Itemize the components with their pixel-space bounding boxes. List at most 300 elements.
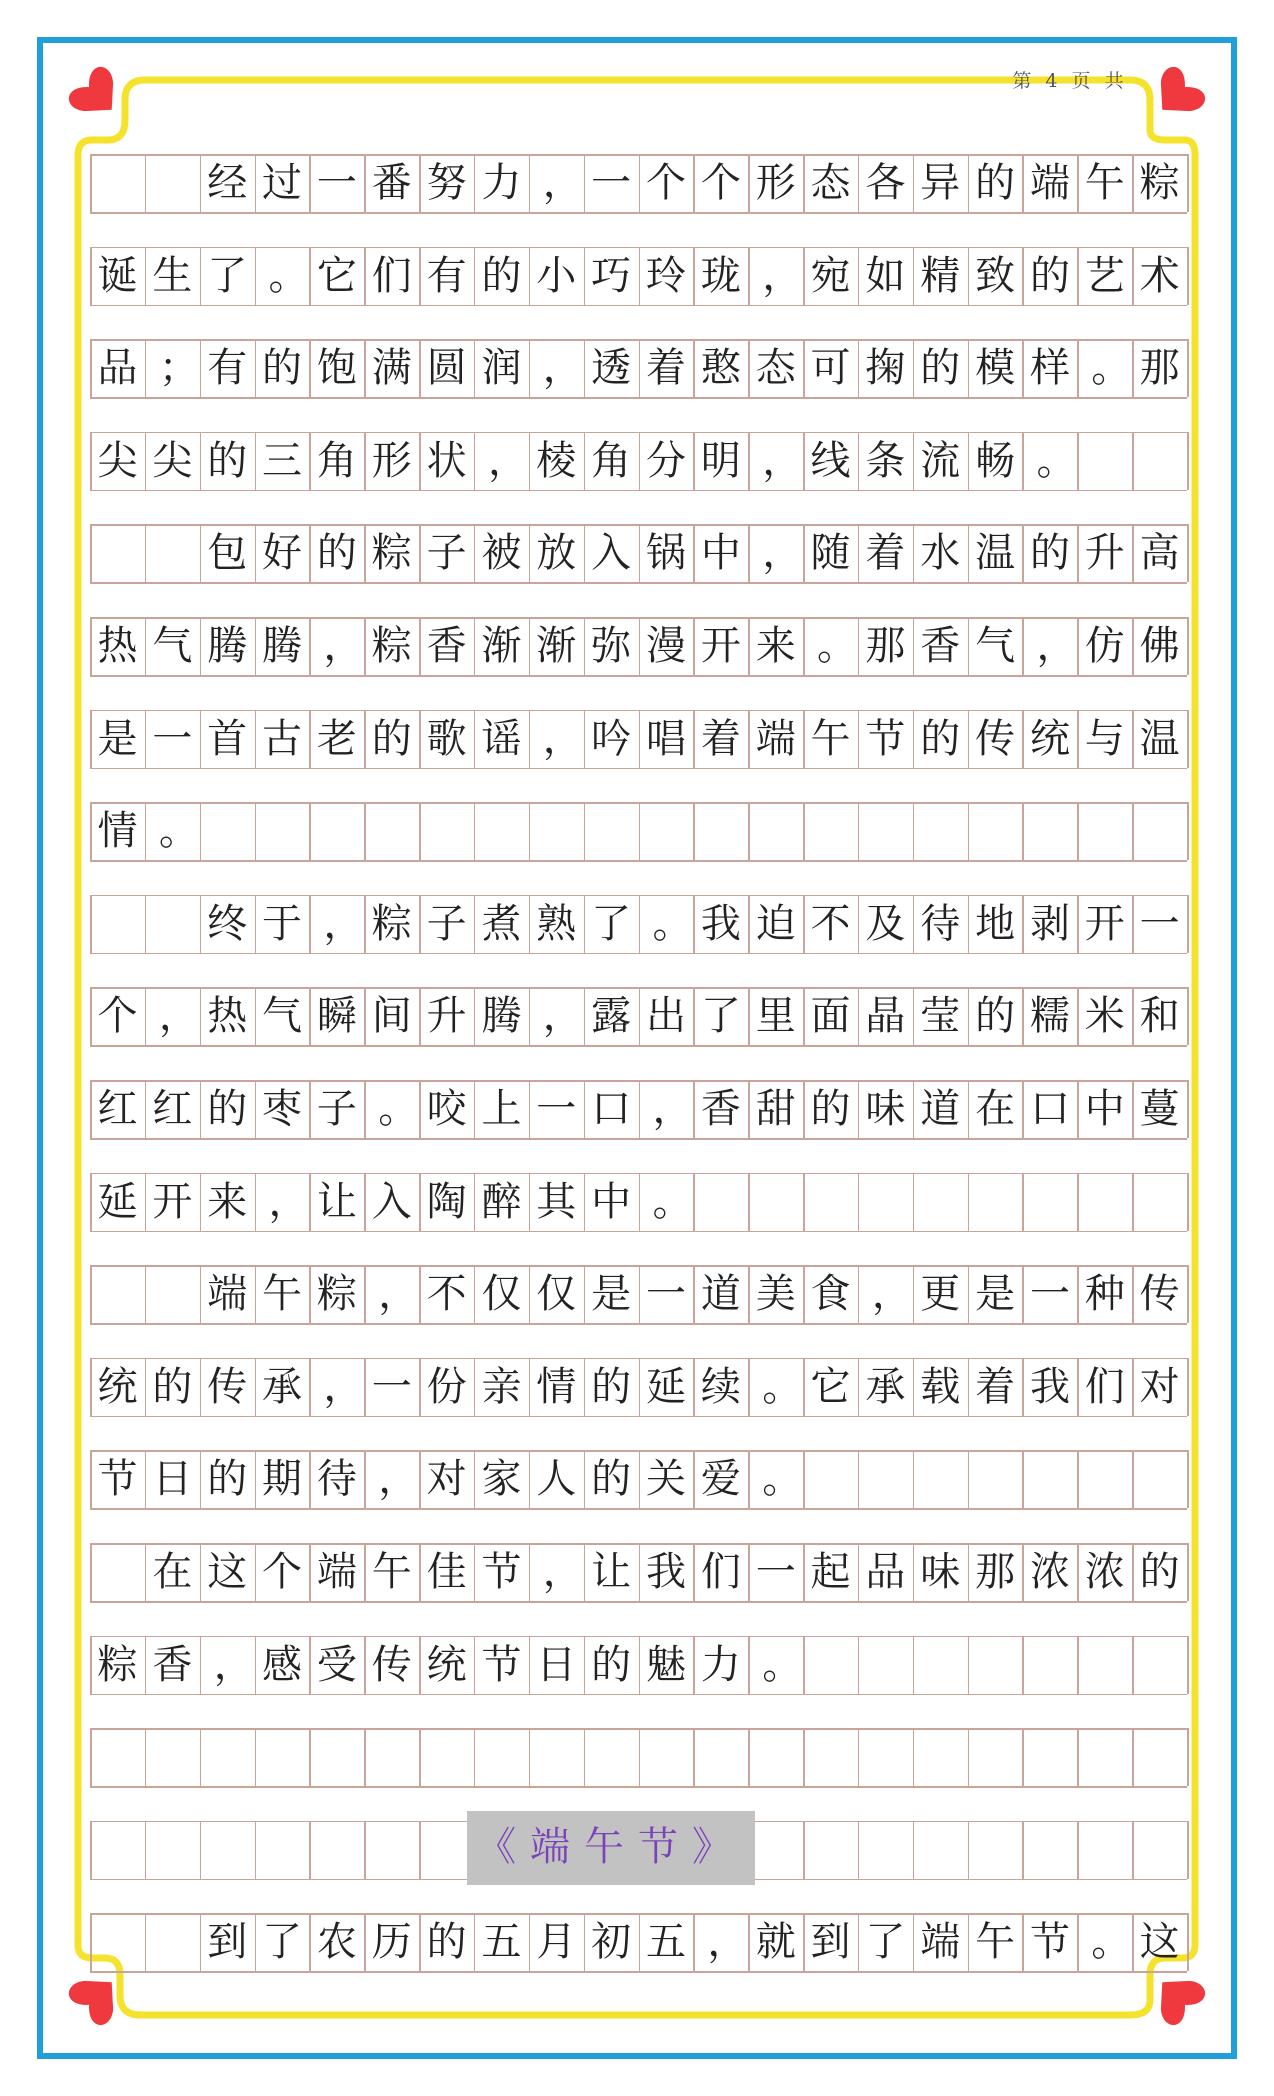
grid-char: 仿	[1084, 623, 1125, 669]
grid-line	[309, 802, 311, 860]
grid-line	[1187, 1543, 1189, 1601]
grid-char: 弥	[591, 623, 632, 669]
grid-char: ，	[652, 1086, 693, 1132]
grid-line	[968, 1821, 970, 1879]
grid-line	[584, 1728, 586, 1786]
grid-char: 佛	[1139, 623, 1180, 669]
grid-char: 来	[207, 1178, 248, 1225]
grid-char: 午	[371, 1549, 412, 1595]
grid-line	[1187, 802, 1189, 860]
grid-char: 瞬	[316, 993, 357, 1040]
grid-char: 的	[975, 993, 1016, 1040]
grid-char: ，	[378, 1271, 419, 1318]
grid-line	[1187, 247, 1189, 305]
grid-char: 出	[646, 993, 686, 1040]
grid-char: 了	[700, 993, 741, 1040]
grid-char: 尖	[152, 437, 193, 484]
grid-char: 粽	[371, 530, 412, 577]
grid-char: 圆	[426, 345, 467, 392]
grid-char: 是	[975, 1271, 1016, 1318]
grid-char: 我	[1029, 1363, 1070, 1410]
grid-char: ，	[542, 160, 583, 206]
grid-line	[1187, 1821, 1189, 1879]
grid-char: 子	[426, 900, 467, 947]
grid-char: 的	[262, 345, 303, 392]
grid-char: 玲	[646, 252, 686, 299]
grid-char: 的	[591, 1363, 632, 1410]
grid-char: ，	[378, 1456, 419, 1503]
grid-line	[90, 1508, 1187, 1510]
grid-line	[529, 802, 531, 860]
grid-char: 浓	[1029, 1549, 1070, 1595]
grid-char: 初	[591, 1919, 632, 1966]
grid-char: 饱	[316, 345, 357, 392]
grid-char: 气	[975, 623, 1016, 669]
grid-line	[858, 1173, 860, 1231]
grid-char: 延	[646, 1363, 686, 1410]
grid-char: 那	[865, 623, 906, 669]
grid-char: 老	[316, 715, 357, 762]
grid-char: ，	[542, 1549, 583, 1595]
grid-line	[803, 1636, 805, 1694]
grid-line	[90, 305, 1187, 307]
grid-char: 月	[536, 1919, 577, 1966]
grid-line	[1077, 432, 1079, 490]
grid-char: 及	[865, 900, 906, 947]
grid-line	[90, 1786, 1187, 1788]
grid-line	[309, 1728, 311, 1786]
grid-line	[364, 802, 366, 860]
grid-char: ，	[323, 623, 364, 669]
grid-line	[858, 1728, 860, 1786]
grid-char: 这	[1139, 1919, 1180, 1966]
grid-line	[90, 1694, 1187, 1696]
grid-line	[255, 1728, 257, 1786]
grid-char: 迫	[755, 900, 796, 947]
grid-char: 如	[865, 252, 906, 299]
grid-char: 古	[262, 715, 303, 762]
grid-line	[200, 1821, 202, 1879]
grid-char: 生	[152, 252, 193, 299]
grid-char: 午	[1084, 160, 1125, 206]
grid-char: 品	[97, 345, 138, 392]
grid-char: 咬	[426, 1086, 467, 1132]
grid-line	[1022, 1636, 1024, 1694]
grid-line	[90, 1728, 92, 1786]
grid-char: 升	[1084, 530, 1125, 577]
grid-char: 唱	[646, 715, 686, 762]
grid-char: 晶	[865, 993, 906, 1040]
grid-char: 各	[865, 160, 906, 206]
grid-char: 枣	[262, 1086, 303, 1132]
grid-char: 的	[207, 1456, 248, 1503]
grid-char: 面	[810, 993, 851, 1040]
grid-line	[90, 1045, 1187, 1047]
grid-char: 的	[920, 345, 961, 392]
grid-char: 一	[646, 1271, 686, 1318]
grid-line	[1077, 1450, 1079, 1508]
grid-line	[474, 1728, 476, 1786]
grid-char: 道	[700, 1271, 741, 1318]
grid-char: 。	[1091, 1919, 1132, 1966]
grid-line	[639, 1728, 641, 1786]
grid-char: 入	[371, 1178, 412, 1225]
grid-char: 日	[536, 1641, 577, 1688]
grid-char: 美	[755, 1271, 796, 1318]
grid-char: ，	[871, 1271, 912, 1318]
grid-line	[639, 802, 641, 860]
grid-line	[145, 524, 147, 582]
grid-char: 端	[207, 1271, 248, 1318]
grid-char: 熟	[536, 900, 577, 947]
grid-char: 一	[536, 1086, 577, 1132]
grid-char: 端	[755, 715, 796, 762]
grid-line	[364, 1728, 366, 1786]
grid-char: 仅	[481, 1271, 522, 1318]
grid-char: 气	[262, 993, 303, 1040]
grid-line	[1077, 1821, 1079, 1879]
grid-char: 珑	[700, 252, 741, 299]
grid-line	[90, 1601, 1187, 1603]
grid-char: 传	[975, 715, 1016, 762]
grid-char: 。	[378, 1086, 419, 1132]
grid-char: 一	[371, 1363, 412, 1410]
grid-line	[474, 802, 476, 860]
grid-char: 艺	[1084, 252, 1125, 299]
grid-char: 。	[652, 1178, 693, 1225]
grid-char: 我	[646, 1549, 686, 1595]
grid-char: 线	[810, 437, 851, 484]
grid-line	[1187, 1450, 1189, 1508]
grid-char: 端	[316, 1549, 357, 1595]
grid-char: 味	[865, 1086, 906, 1132]
grid-line	[1132, 1173, 1134, 1231]
grid-char: 它	[316, 252, 357, 299]
grid-char: 番	[371, 160, 412, 206]
grid-char: 香	[152, 1641, 193, 1688]
grid-char: 起	[810, 1549, 851, 1595]
grid-char: 不	[426, 1271, 467, 1318]
grid-char: 节	[865, 715, 906, 762]
grid-char: 术	[1139, 252, 1180, 299]
grid-char: 对	[426, 1456, 467, 1503]
grid-char: 包	[207, 530, 248, 577]
heart-icon	[1144, 63, 1209, 128]
grid-line	[90, 895, 92, 953]
grid-char: 渐	[536, 623, 577, 669]
grid-line	[255, 802, 257, 860]
grid-line	[90, 1821, 92, 1879]
grid-char: 个	[700, 160, 741, 206]
grid-char: 人	[536, 1456, 577, 1503]
grid-line	[255, 1821, 257, 1879]
grid-char: 到	[207, 1919, 248, 1966]
grid-char: 是	[97, 715, 138, 762]
grid-char: 中	[700, 530, 741, 577]
grid-char: 那	[1139, 345, 1180, 392]
grid-char: 端	[920, 1919, 961, 1966]
grid-char: 佳	[426, 1549, 467, 1595]
grid-char: 的	[1029, 252, 1070, 299]
grid-char: 历	[371, 1919, 412, 1966]
grid-line	[968, 1450, 970, 1508]
grid-char: 。	[817, 623, 858, 669]
grid-char: 统	[426, 1641, 467, 1688]
grid-char: 可	[810, 345, 851, 392]
grid-char: 宛	[810, 252, 851, 299]
grid-line	[1187, 1080, 1189, 1138]
grid-char: 仅	[536, 1271, 577, 1318]
grid-char: 分	[646, 437, 686, 484]
grid-line	[90, 1231, 1187, 1233]
grid-line	[1132, 1450, 1134, 1508]
grid-line	[145, 895, 147, 953]
grid-line	[145, 1265, 147, 1323]
grid-char: 亲	[481, 1363, 522, 1410]
grid-line	[90, 675, 1187, 677]
grid-line	[803, 1173, 805, 1231]
grid-char: ，	[542, 715, 583, 762]
grid-line	[803, 1450, 805, 1508]
grid-char: 着	[700, 715, 741, 762]
grid-char: 被	[481, 530, 522, 577]
heart-icon	[1144, 1964, 1209, 2029]
grid-char: 过	[262, 160, 303, 206]
grid-char: 种	[1084, 1271, 1125, 1318]
grid-line	[748, 802, 750, 860]
grid-line	[693, 802, 695, 860]
grid-char: 露	[591, 993, 632, 1040]
grid-char: 温	[975, 530, 1016, 577]
grid-line	[200, 1728, 202, 1786]
grid-line	[803, 1728, 805, 1786]
grid-line	[419, 1821, 421, 1879]
grid-char: 于	[262, 900, 303, 947]
grid-char: 了	[207, 252, 248, 299]
grid-char: 开	[700, 623, 741, 669]
grid-char: ，	[707, 1919, 748, 1966]
grid-line	[913, 802, 915, 860]
grid-line	[90, 768, 1187, 770]
grid-char: 对	[1139, 1363, 1180, 1410]
grid-line	[1022, 1173, 1024, 1231]
grid-line	[1022, 802, 1024, 860]
grid-line	[1187, 1358, 1189, 1416]
grid-char: 到	[810, 1919, 851, 1966]
grid-char: 透	[591, 345, 632, 392]
grid-line	[90, 1971, 1187, 1973]
grid-char: ，	[213, 1641, 254, 1688]
grid-char: 精	[920, 252, 961, 299]
grid-char: 热	[207, 993, 248, 1040]
grid-char: 的	[207, 437, 248, 484]
grid-char: 的	[920, 715, 961, 762]
grid-line	[529, 1728, 531, 1786]
grid-line	[858, 1821, 860, 1879]
grid-char: 五	[481, 1919, 522, 1966]
grid-char: ，	[323, 1363, 364, 1410]
grid-char: 节	[97, 1456, 138, 1503]
grid-char: 关	[646, 1456, 686, 1503]
grid-char: 。	[762, 1363, 803, 1410]
grid-char: 延	[97, 1178, 138, 1225]
grid-char: 明	[700, 437, 741, 484]
grid-char: 。	[268, 252, 309, 299]
grid-char: 在	[152, 1549, 193, 1595]
grid-line	[1077, 802, 1079, 860]
grid-char: 。	[652, 900, 693, 947]
grid-char: 蔓	[1139, 1086, 1180, 1132]
grid-char: 锅	[646, 530, 686, 577]
grid-char: 形	[755, 160, 796, 206]
grid-line	[1187, 432, 1189, 490]
grid-line	[1187, 1265, 1189, 1323]
grid-line	[1132, 802, 1134, 860]
grid-char: 情	[97, 808, 138, 855]
grid-line	[90, 1138, 1187, 1140]
grid-line	[1187, 710, 1189, 768]
grid-char: 节	[481, 1549, 522, 1595]
grid-char: 粽	[97, 1641, 138, 1688]
grid-line	[693, 1728, 695, 1786]
grid-line	[419, 1728, 421, 1786]
grid-char: 三	[262, 437, 303, 484]
grid-char: 日	[152, 1456, 193, 1503]
grid-char: 米	[1084, 993, 1125, 1040]
grid-line	[1077, 1173, 1079, 1231]
grid-char: 模	[975, 345, 1016, 392]
grid-char: 的	[591, 1641, 632, 1688]
grid-char: 了	[262, 1919, 303, 1966]
grid-line	[968, 802, 970, 860]
grid-char: 是	[591, 1271, 632, 1318]
grid-char: 承	[262, 1363, 303, 1410]
heart-icon	[65, 63, 130, 128]
grid-line	[913, 1173, 915, 1231]
grid-char: 吟	[591, 715, 632, 762]
grid-char: 了	[865, 1919, 906, 1966]
grid-char: 红	[152, 1086, 193, 1132]
grid-char: 那	[975, 1549, 1016, 1595]
grid-char: ，	[268, 1178, 309, 1225]
grid-line	[90, 212, 1187, 214]
grid-line	[200, 802, 202, 860]
grid-line	[1187, 1913, 1189, 1971]
grid-char: 品	[865, 1549, 906, 1595]
grid-char: 开	[1084, 900, 1125, 947]
grid-char: 醉	[481, 1178, 522, 1225]
grid-char: 了	[591, 900, 632, 947]
grid-char: 努	[426, 160, 467, 206]
grid-char: 煮	[481, 900, 522, 947]
grid-char: 。	[762, 1641, 803, 1688]
grid-char: 传	[207, 1363, 248, 1410]
grid-char: 的	[316, 530, 357, 577]
grid-char: 粽	[316, 1271, 357, 1318]
grid-char: 粽	[371, 900, 412, 947]
grid-char: 角	[316, 437, 357, 484]
grid-line	[90, 1913, 92, 1971]
grid-line	[1132, 1821, 1134, 1879]
grid-char: 掬	[865, 345, 906, 392]
grid-char: 糯	[1029, 993, 1070, 1040]
grid-line	[90, 953, 1187, 955]
grid-char: 谣	[481, 715, 522, 762]
grid-line	[858, 1636, 860, 1694]
grid-char: 中	[1084, 1086, 1125, 1132]
grid-char: 子	[316, 1086, 357, 1132]
grid-line	[1187, 617, 1189, 675]
page-number: 第 4 页 共	[1012, 70, 1128, 92]
grid-char: 条	[865, 437, 906, 484]
grid-char: 家	[481, 1456, 522, 1503]
grid-char: 经	[207, 160, 248, 206]
grid-char: 个	[97, 993, 138, 1040]
essay-title: 《端午节》	[476, 1823, 747, 1870]
grid-char: 漫	[646, 623, 686, 669]
grid-line	[1132, 432, 1134, 490]
grid-char: 香	[700, 1086, 741, 1132]
grid-line	[90, 490, 1187, 492]
grid-line	[1187, 987, 1189, 1045]
grid-char: 力	[481, 160, 522, 206]
grid-line	[1022, 1728, 1024, 1786]
grid-char: 异	[920, 160, 961, 206]
grid-char: 样	[1029, 345, 1070, 392]
grid-line	[1132, 1636, 1134, 1694]
grid-char: 来	[755, 623, 796, 669]
grid-char: 小	[536, 252, 577, 299]
grid-char: 们	[1084, 1363, 1125, 1410]
grid-char: 随	[810, 530, 851, 577]
grid-line	[145, 1821, 147, 1879]
grid-char: 润	[481, 345, 522, 392]
grid-char: ，	[1036, 623, 1077, 669]
grid-char: 待	[316, 1456, 357, 1503]
grid-char: 着	[975, 1363, 1016, 1410]
grid-char: ，	[542, 993, 583, 1040]
grid-line	[968, 1636, 970, 1694]
grid-char: 们	[700, 1549, 741, 1595]
grid-char: 和	[1139, 993, 1180, 1040]
grid-line	[858, 1450, 860, 1508]
grid-char: 角	[591, 437, 632, 484]
grid-char: 开	[152, 1178, 193, 1225]
grid-char: ；	[158, 345, 199, 392]
grid-line	[1187, 1728, 1189, 1786]
grid-char: 一	[152, 715, 193, 762]
grid-line	[1187, 1636, 1189, 1694]
grid-char: 巧	[591, 252, 632, 299]
grid-line	[90, 154, 92, 212]
grid-char: 爱	[700, 1456, 741, 1503]
grid-char: 致	[975, 252, 1016, 299]
grid-char: 力	[700, 1641, 741, 1688]
grid-char: 一	[1139, 900, 1180, 947]
grid-line	[693, 1173, 695, 1231]
grid-char: 们	[371, 252, 412, 299]
grid-char: 憨	[700, 345, 741, 392]
grid-char: 道	[920, 1086, 961, 1132]
grid-line	[858, 802, 860, 860]
grid-char: 的	[371, 715, 412, 762]
grid-line	[584, 802, 586, 860]
grid-char: 的	[481, 252, 522, 299]
grid-char: 畅	[975, 437, 1016, 484]
grid-char: 子	[426, 530, 467, 577]
grid-char: 。	[1036, 437, 1077, 484]
grid-char: 形	[371, 437, 412, 484]
